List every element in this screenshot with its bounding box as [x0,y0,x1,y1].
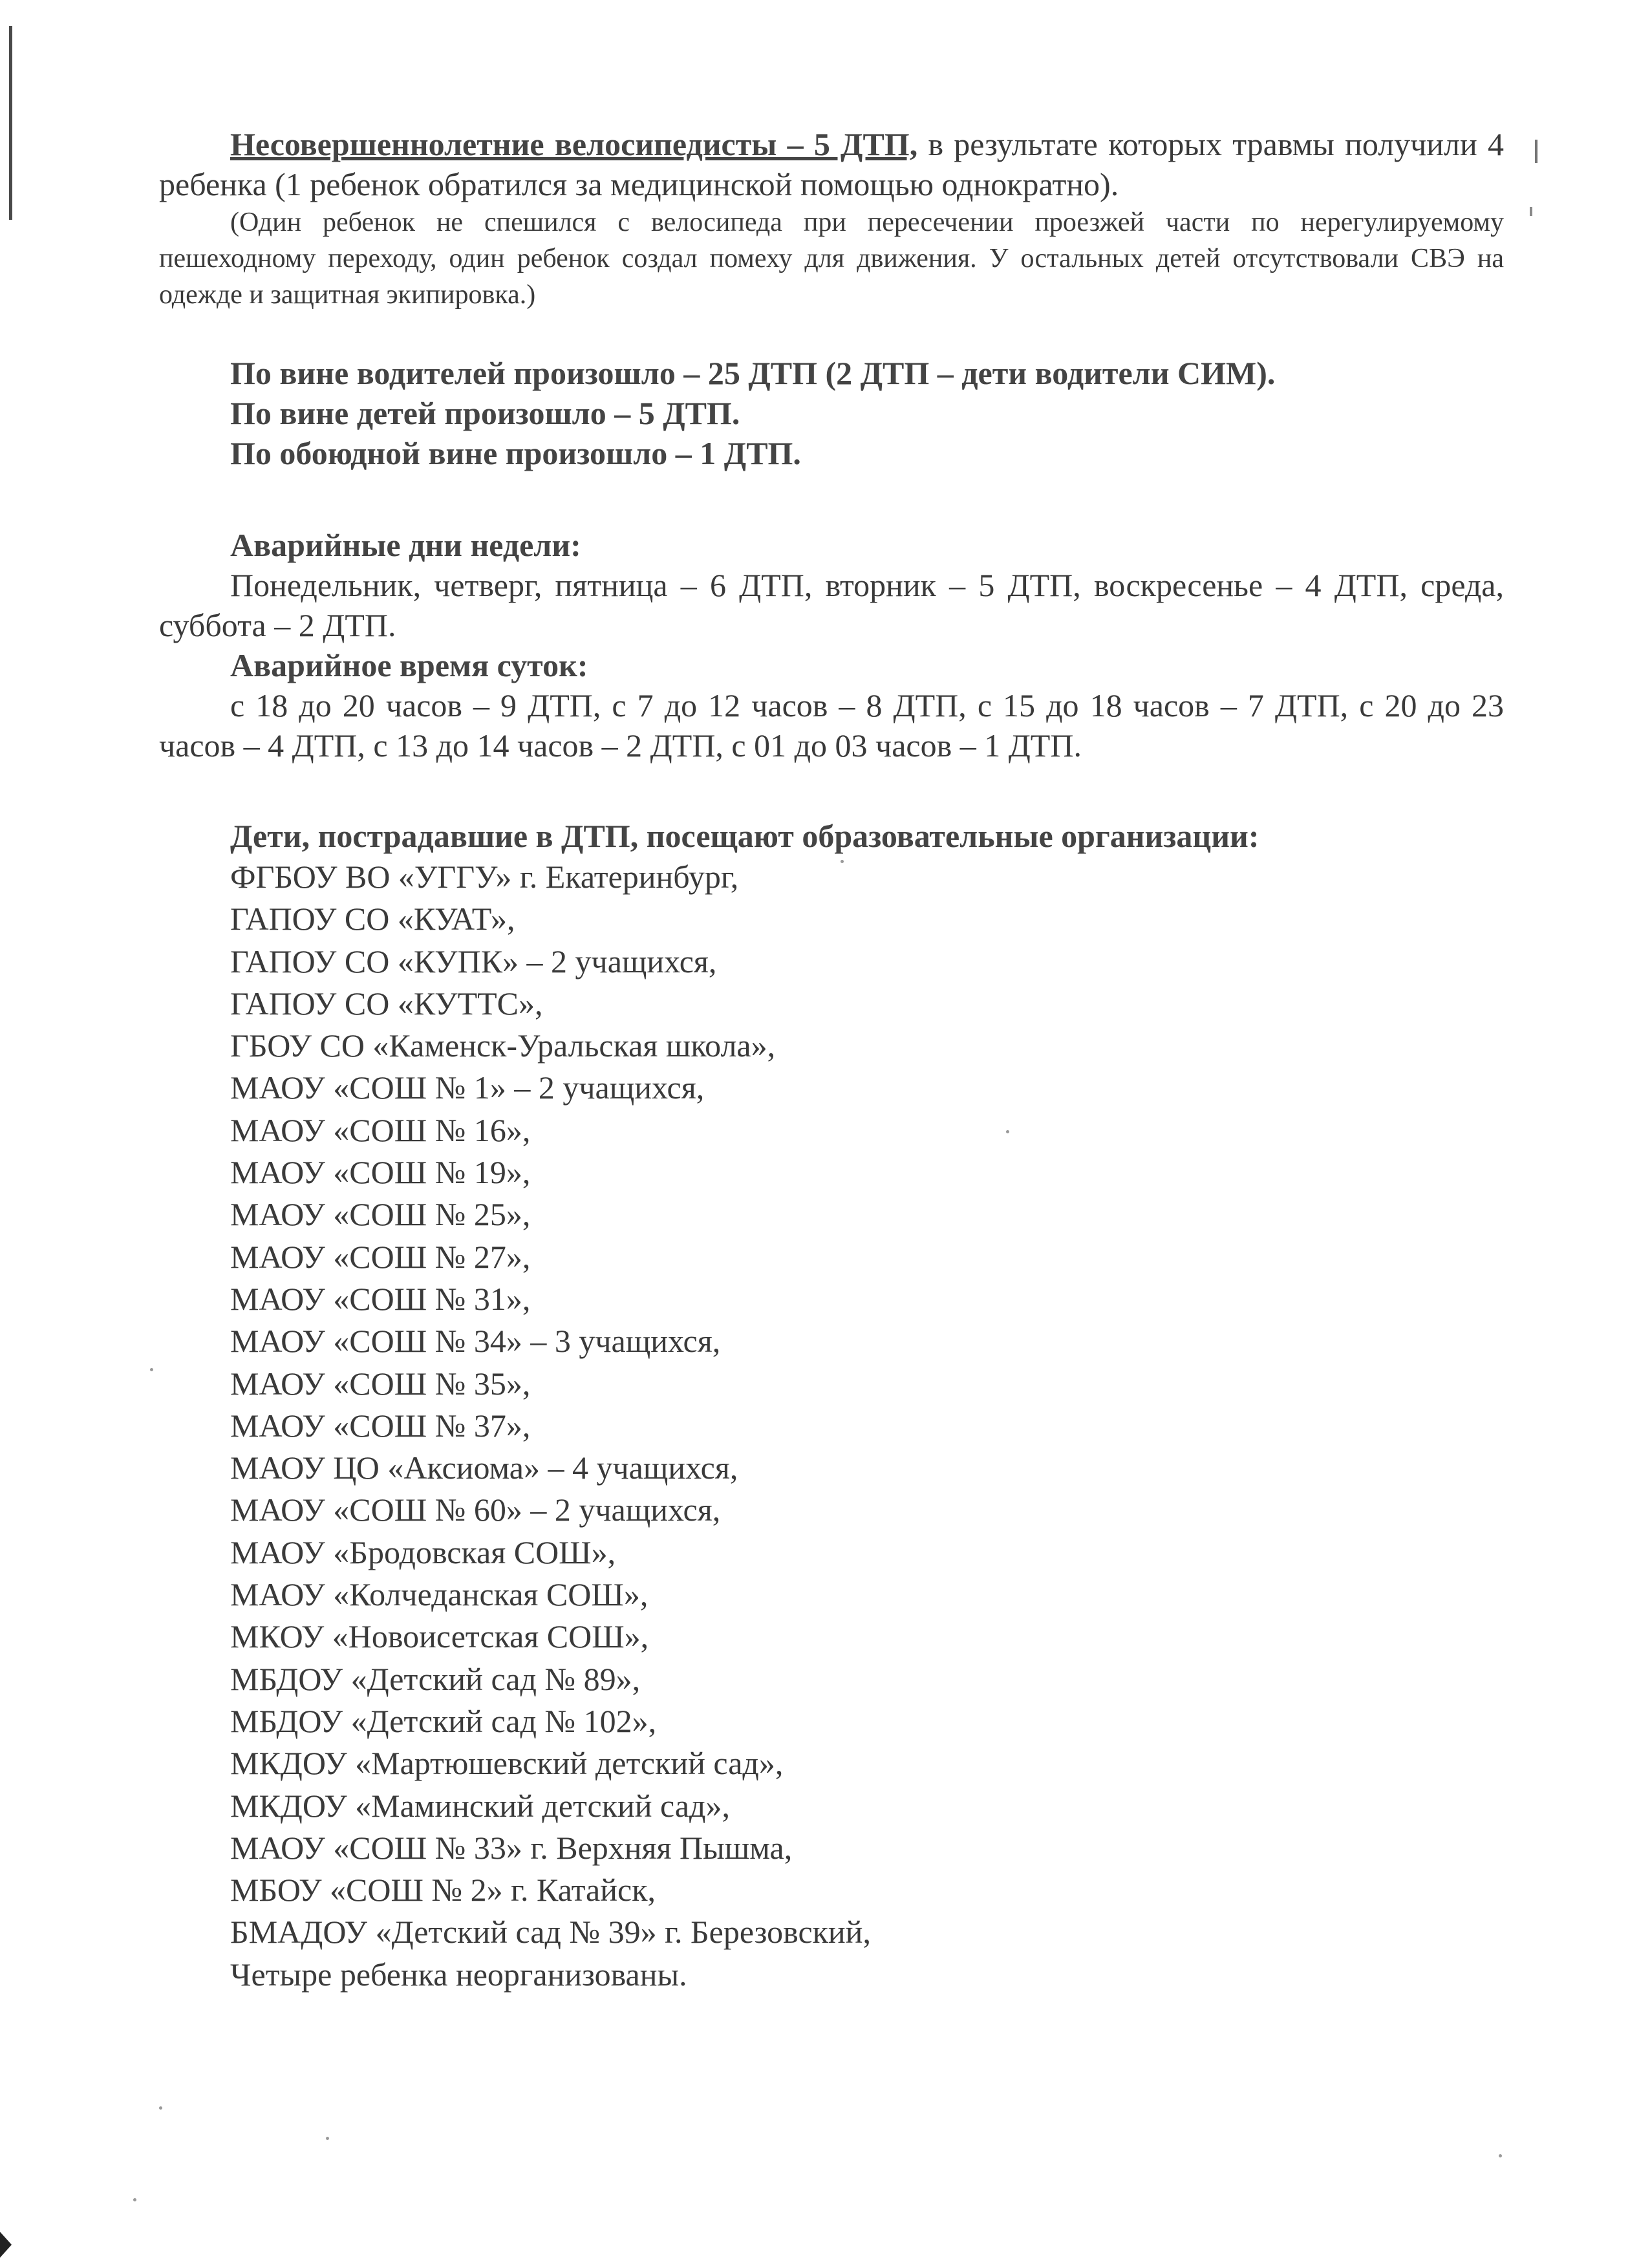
fault-section [159,353,1504,473]
scan-edge-mark [9,26,12,220]
school-item: БМАДОУ «Детский сад № 39» г. Березовский, [230,1914,871,1951]
scan-margin-mark [1535,140,1538,163]
schools-heading: Дети, пострадавшие в ДТП, посещают образовательные организации: [230,818,1259,854]
schools-list [159,856,1504,1996]
cyclists-text: в результате которых травмы получили 4 ребенка (1 ребенок обратился за медицинской помощью однократно). [159,126,1504,202]
school-item: ГАПОУ СО «КУПК» – 2 учащихся, [230,943,717,979]
fault-drivers: По вине водителей произошло – 25 ДТП (2 ДТП – дети водители СИМ). [230,355,1276,391]
school-item: ГАПОУ СО «КУТТС», [230,985,543,1022]
school-item: МАОУ «СОШ № 33» г. Верхняя Пышма, [230,1829,793,1866]
school-item: МАОУ «Колчеданская СОШ», [230,1576,648,1613]
school-item: МАОУ «СОШ № 37», [230,1407,531,1444]
fault-children: По вине детей произошло – 5 ДТП. [230,395,740,431]
school-item: ФГБОУ ВО «УГГУ» г. Екатеринбург, [230,859,739,895]
school-item: МАОУ «СОШ № 60» – 2 учащихся, [230,1492,721,1528]
cyclists-section [159,124,1504,313]
scan-speck [159,2106,162,2110]
scan-corner-mark [0,2232,12,2258]
days-text: Понедельник, четверг, пятница – 6 ДТП, вторник – 5 ДТП, воскресенье – 4 ДТП, среда, суббота – 2 ДТП. [159,567,1504,643]
school-item: МАОУ «СОШ № 16», [230,1111,531,1148]
school-item: МАОУ «СОШ № 19», [230,1154,531,1191]
school-item: МБДОУ «Детский сад № 102», [230,1702,657,1739]
time-text: с 18 до 20 часов – 9 ДТП, с 7 до 12 часов – 8 ДТП, с 15 до 18 часов – 7 ДТП, с 20 до 23 часов – 4 ДТП, с 13 до 14 часов – 2 ДТП, с 01 до 03 часов – 1 ДТП. [159,687,1504,764]
fault-mutual: По обоюдной вине произошло – 1 ДТП. [230,435,801,471]
school-item: МАОУ «СОШ № 31», [230,1280,531,1317]
school-item: МБДОУ «Детский сад № 89», [230,1660,641,1697]
days-heading: Аварийные дни недели: [230,527,581,563]
scan-speck [150,1368,153,1371]
scan-margin-mark [1530,207,1532,216]
school-item: МАОУ «Бродовская СОШ», [230,1534,616,1570]
time-heading: Аварийное время суток: [230,647,588,683]
scan-speck [1499,2154,1502,2157]
school-item: Четыре ребенка неорганизованы. [230,1956,687,1993]
school-item: ГБОУ СО «Каменск-Уральская школа», [230,1027,776,1064]
school-item: МАОУ ЦО «Аксиома» – 4 учащихся, [230,1450,738,1486]
school-item: МАОУ «СОШ № 27», [230,1238,531,1275]
school-item: МБОУ «СОШ № 2» г. Катайск, [230,1872,656,1909]
cyclists-heading: Несовершеннолетние велосипедисты – 5 ДТП, [230,126,918,162]
school-item: МКДОУ «Мартюшевский детский сад», [230,1745,784,1782]
school-item: МАОУ «СОШ № 1» – 2 учащихся, [230,1069,705,1106]
cyclists-paragraph [159,124,1504,204]
school-item: МКОУ «Новоисетская СОШ», [230,1618,649,1655]
school-item: МКДОУ «Маминский детский сад», [230,1787,730,1824]
days-time-section [159,525,1504,765]
school-item: МАОУ «СОШ № 25», [230,1196,531,1233]
scan-speck [133,2198,136,2201]
schools-section [159,816,1504,1996]
school-item: МАОУ «СОШ № 34» – 3 учащихся, [230,1323,721,1360]
cyclists-note: (Один ребенок не спешился с велосипеда при пересечении проезжей части по нерегулируемому пешеходному переходу, один ребенок создал помеху для движения. У остальных детей отсутствовали СВЭ на одежде и защитная экипировка.) [159,208,1504,310]
school-item: ГАПОУ СО «КУАТ», [230,901,515,937]
school-item: МАОУ «СОШ № 35», [230,1365,531,1402]
scan-speck [326,2137,329,2140]
